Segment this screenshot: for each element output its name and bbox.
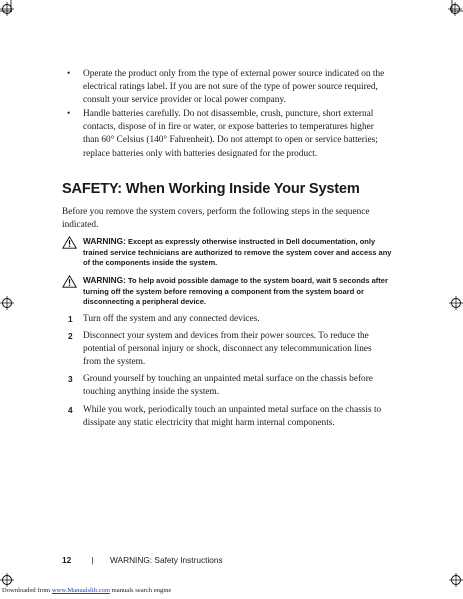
warning-block (62, 275, 392, 308)
step-item (62, 313, 392, 326)
page-number: 12 (62, 555, 72, 565)
step-text: Ground yourself by touching an unpainted metal surface on the chassis before touching anything inside the system. (83, 374, 373, 398)
step-number: 1 (68, 314, 73, 324)
bullet-text: Operate the product only from the type of external power source indicated on the electrical ratings label. If you are not sure of the type of power source required, consult your service provider or local power company. (83, 69, 385, 106)
step-item (62, 404, 392, 430)
bullet-list (62, 68, 387, 162)
registration-target-right-middle (449, 296, 463, 310)
step-item (62, 330, 392, 369)
registration-target-left-middle (0, 296, 14, 310)
page-footer (62, 555, 223, 565)
intro-paragraph: Before you remove the system covers, perform the following steps in the sequence indicated. (62, 207, 370, 231)
watermark-prefix: Downloaded from (2, 587, 52, 594)
download-watermark (2, 587, 171, 594)
registration-target-left-bottom (0, 573, 14, 587)
watermark-link[interactable]: www.Manualslib.com (51, 587, 110, 594)
registration-target-left-top (0, 2, 14, 16)
bullet-item (62, 68, 387, 107)
registration-target-right-bottom (449, 573, 463, 587)
step-item (62, 373, 392, 399)
step-number: 4 (68, 404, 73, 415)
step-text: Disconnect your system and devices from their power sources. To reduce the potential of personal injury or shock, disconnect any telecommunication lines from the system. (83, 331, 372, 368)
warning-body: Except as expressly otherwise instructed in Dell documentation, only trained service technicians are authorized to remove the system cover and access any of the components inside the system. (83, 237, 392, 268)
warning-triangle-icon (62, 236, 77, 253)
warning-text (62, 275, 392, 308)
watermark-suffix: manuals search engine (110, 587, 172, 594)
step-text: While you work, periodically touch an unpainted metal surface on the chassis to dissipate any static electricity that might harm internal components. (83, 404, 382, 428)
step-number: 3 (68, 374, 73, 385)
warning-body: To help avoid possible damage to the system board, wait 5 seconds after turning off the system before removing a component from the system board or disconnecting a peripheral device. (83, 276, 388, 307)
section-heading: SAFETY: When Working Inside Your System (62, 181, 360, 197)
warning-label: WARNING: (83, 275, 126, 285)
warning-block (62, 236, 392, 269)
step-text: Turn off the system and any connected devices. (83, 314, 260, 324)
warning-label: WARNING: (83, 236, 126, 246)
bullet-dot: • (67, 109, 71, 120)
bullet-dot: • (67, 69, 71, 79)
bullet-text: Handle batteries carefully. Do not disassemble, crush, puncture, short external contacts, dispose of in fire or water, or expose batteries to temperatures higher than 60° Celsius (140° Fahrenheit). Do not attempt to open or service batteries; replace batteries only with batteries designated for the product. (83, 109, 378, 159)
bullet-item (62, 108, 387, 160)
numbered-steps (62, 313, 392, 434)
warning-text (62, 236, 392, 269)
step-number: 2 (68, 331, 73, 342)
footer-separator: | (91, 555, 94, 565)
warning-triangle-icon (62, 275, 77, 292)
footer-section-title: WARNING: Safety Instructions (110, 555, 223, 565)
registration-target-right-top (448, 2, 462, 16)
